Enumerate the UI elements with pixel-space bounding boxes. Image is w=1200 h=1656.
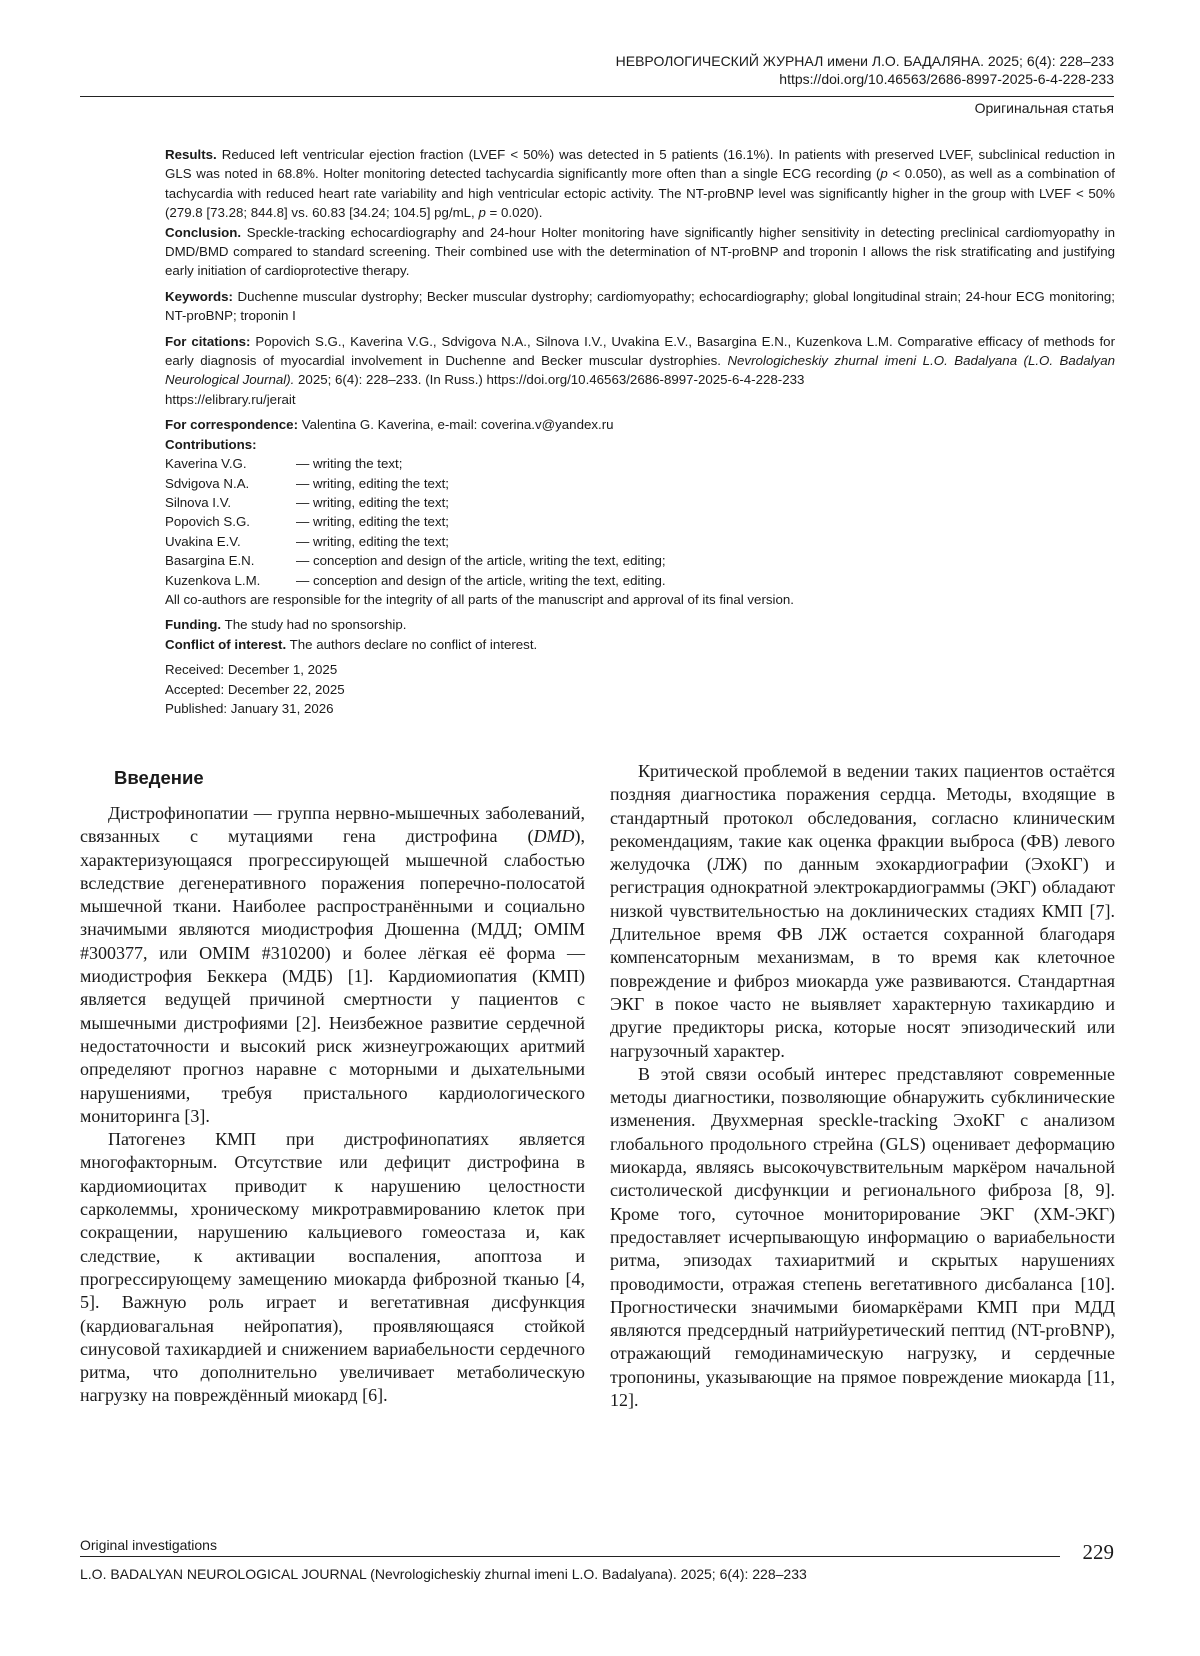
abstract [165, 145, 1115, 718]
contribution-row [165, 571, 1115, 590]
received-date: Received: December 1, 2025 [165, 662, 338, 678]
correspondence-label: For correspondence: [165, 417, 298, 433]
results-label: Results. [165, 147, 217, 162]
contributor-role: — conception and design of the article, writing the text, editing. [296, 572, 666, 588]
correspondence-text: Valentina G. Kaverina, e-mail: coverina.v@yandex.ru [298, 417, 614, 433]
footer-journal: L.O. BADALYAN NEUROLOGICAL JOURNAL (Nevrologicheskiy zhurnal imeni L.O. Badalyana). 2025; 6(4): 228–233 [80, 1566, 807, 1582]
header-rule [80, 96, 1114, 97]
contribution-row [165, 551, 1115, 570]
conflict-label: Conflict of interest. [165, 636, 287, 652]
conclusion-paragraph [165, 223, 1115, 281]
elibrary-link[interactable]: https://elibrary.ru/jerait [165, 391, 296, 407]
article-type: Оригинальная статья [974, 100, 1114, 116]
body-paragraph: В этой связи особый интерес представляют современные методы диагностики, позволяющие обнаружить субклинические изменения. Двухмерная speckle-tracking ЭхоКГ с анализом глобального продольного стрейна (GLS) оценивает деформацию миокарда, являясь высокочувствительным маркёром начальной систолической дисфункции и регионального фиброза [8, 9]. Кроме того, суточное мониторирование ЭКГ (ХМ-ЭКГ) предоставляет исчерпывающую информацию о вариабельности ритма, эпизодах тахиаритмий и скрытых нарушениях проводимости, отражая степень вегетативного дисбаланса [10]. Прогностически значимыми биомаркёрами КМП при МДД являются предсердный натрийуретический пептид (NT-proBNP), отражающий гемодинамическую нагрузку, и сердечные тропонины, указывающие на прямое повреждение миокарда [11, 12]. [610, 1063, 1115, 1411]
footer-section-label: Original investigations [80, 1537, 217, 1553]
contributor-role: — writing the text; [296, 456, 403, 472]
contributor-name: Popovich S.G. [165, 514, 250, 530]
results-text-2: < 0.050), as well as a combination of tachycardia with reduced heart rate variability and high ventricular ectopic activity. The NT-proBNP level was significantly higher in the group with LVEF < 50% (279.8 [73.28; 844.8] vs. 60.83 [34.24; 104.5] pg/mL, [165, 166, 1115, 221]
contributor-name: Kuzenkova L.M. [165, 572, 261, 588]
keywords-paragraph [165, 287, 1115, 326]
keywords-label: Keywords: [165, 288, 233, 304]
contributor-name: Uvakina E.V. [165, 533, 241, 549]
body-paragraph: Критической проблемой в ведении таких пациентов остаётся поздняя диагностика поражения сердца. Методы, входящие в стандартный протокол обследования, согласно клиническим рекомендациям, такие как оценка фракции выброса (ФВ) левого желудочка (ЛЖ) по данным эхокардиографии (ЭхоКГ) и регистрация однократной электрокардиограммы (ЭКГ) обладают низкой чувствительностью на доклинических стадиях КМП [7]. Длительное время ФВ ЛЖ остается сохранной благодаря компенсаторным механизмам, в то время как клеточное повреждение и фиброз миокарда уже развиваются. Стандартная ЭКГ в покое часто не выявляет характерную тахикардию и другие предикторы риска, которые носят эпизодический или нагрузочный характер. [610, 761, 1115, 1061]
body-text: Дистрофинопатии — группа нервно-мышечных заболеваний, связанных с мутациями гена дистрофина ( [80, 803, 585, 847]
gene-name: DMD [533, 826, 575, 847]
running-header [616, 52, 1114, 88]
contributor-name: Silnova I.V. [165, 494, 232, 510]
body-paragraph [80, 802, 585, 1128]
published-date: Published: January 31, 2026 [165, 700, 334, 716]
page-number: 229 [1082, 1540, 1114, 1564]
body-text: ), характеризующаяся прогрессирующей мышечной слабостью вследствие дегенеративного поражения поперечно-полосатой мышечной ткани. Наиболее распространёнными и социально значимыми являются миодистрофия Дюшенна (МДД; OMIM #300377, или OMIM #310200) и более лёгкая её форма — миодистрофия Беккера (МДБ) [1]. Кардиомиопатия (КМП) является ведущей причиной смертности у пациентов с мышечными дистрофиями [2]. Неизбежное развитие сердечной недостаточности и высокий риск жизнеугрожающих аритмий определяют прогноз наравне с моторными и дыхательными нарушениями, требуя пристального кардиологического мониторинга [3]. [80, 826, 585, 1126]
contributor-name: Sdvigova N.A. [165, 475, 250, 491]
citation-label: For citations: [165, 333, 251, 349]
contribution-row [165, 474, 1115, 493]
journal-title: НЕВРОЛОГИЧЕСКИЙ ЖУРНАЛ имени Л.О. БАДАЛЯНА. 2025; 6(4): 228–233 [615, 53, 1114, 69]
contributor-role: — writing, editing the text; [296, 475, 449, 491]
funding-paragraph [165, 615, 1115, 634]
citation-text: Popovich S.G., Kaverina V.G., Sdvigova N.A., Silnova I.V., Uvakina E.V., Basargina E.N., Kuzenkova L.M. Comparative efficacy of methods for early diagnosis of myocardial involvement in Duchenne and Becker muscular dystrophies. [165, 333, 1116, 369]
citation-doi[interactable]: 2025; 6(4): 228–233. (In Russ.) https://doi.org/10.46563/2686-8997-2025-6-4-228-233 [294, 372, 805, 388]
citation-paragraph [165, 332, 1115, 410]
funding-label: Funding. [165, 617, 222, 633]
conclusion-text: Speckle-tracking echocardiography and 24-hour Holter monitoring have significantly higher sensitivity in detecting preclinical cardiomyopathy in DMD/BMD compared to standard screening. Their combined use with the determination of NT-proBNP and troponin I allows the risk stratificating and justifying early initiation of cardioprotective therapy. [165, 224, 1115, 279]
conflict-paragraph [165, 635, 1115, 654]
contributor-role: — conception and design of the article, writing the text, editing; [296, 553, 666, 569]
conflict-text: The authors declare no conflict of interest. [286, 636, 538, 652]
doi-link[interactable]: https://doi.org/10.46563/2686-8997-2025-6-4-228-233 [779, 71, 1114, 87]
correspondence-paragraph [165, 415, 1115, 434]
citation-journal: Nevrologicheskiy zhurnal imeni L.O. Badalyana (L.O. Badalyan Neurological Journal). [165, 353, 1115, 388]
accepted-date: Accepted: December 22, 2025 [165, 681, 345, 697]
contribution-row [165, 454, 1115, 473]
contributions-heading [165, 435, 1115, 454]
results-text-1: Reduced left ventricular ejection fraction (LVEF < 50%) was detected in 5 patients (16.1%). In patients with preserved LVEF, subclinical reduction in GLS was noted in 68.8%. Holter monitoring detected tachycardia significantly more often than a single ECG recording ( [165, 147, 1115, 182]
contributor-role: — writing, editing the text; [296, 514, 449, 530]
contributions-list [165, 454, 1115, 590]
contributions-label: Contributions: [165, 436, 257, 452]
footer-rule [80, 1556, 1060, 1557]
results-text-3: = 0.020). [485, 205, 543, 221]
left-column [80, 768, 585, 1408]
body-paragraph: Патогенез КМП при дистрофинопатиях является многофакторным. Отсутствие или дефицит дистрофина в кардиомиоцитах приводит к нарушению целостности сарколеммы, хроническому микротравмированию клеток при сокращении, нарушению кальциевого гомеостаза и, как следствие, к активации воспаления, апоптоза и прогрессирующему замещению миокарда фиброзной тканью [4, 5]. Важную роль играет и вегетативная дисфункция (кардиовагальная нейропатия), проявляющаяся стойкой синусовой тахикардией и снижением вариабельности сердечного ритма, что дополнительно увеличивает метаболическую нагрузку на повреждённый миокард [6]. [80, 1129, 585, 1406]
conclusion-label: Conclusion. [165, 224, 242, 240]
p-symbol: p [478, 205, 486, 221]
results-paragraph [165, 145, 1115, 223]
right-column [610, 760, 1115, 1412]
contributor-name: Kaverina V.G. [165, 456, 247, 472]
contributor-role: — writing, editing the text; [296, 533, 449, 549]
keywords-text: Duchenne muscular dystrophy; Becker muscular dystrophy; cardiomyopathy; echocardiography; global longitudinal strain; 24-hour ECG monitoring; NT-proBNP; troponin I [165, 288, 1115, 324]
contribution-row [165, 532, 1115, 551]
p-symbol: p [880, 166, 888, 182]
section-heading-introduction: Введение [114, 767, 204, 788]
article-dates [165, 660, 1115, 718]
funding-text: The study had no sponsorship. [221, 617, 407, 633]
contributor-role: — writing, editing the text; [296, 494, 449, 510]
coauthors-note: All co-authors are responsible for the integrity of all parts of the manuscript and approval of its final version. [165, 591, 794, 607]
contributor-name: Basargina E.N. [165, 553, 255, 569]
contribution-row [165, 512, 1115, 531]
contribution-row [165, 493, 1115, 512]
